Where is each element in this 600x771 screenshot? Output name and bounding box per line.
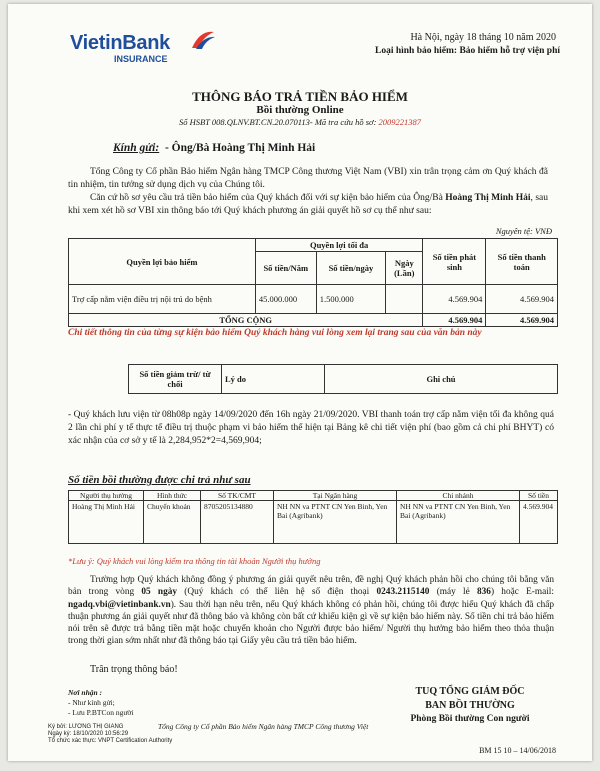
signatory-dept: BAN BỒI THƯỜNG xyxy=(425,700,515,711)
phone-extension: 836 xyxy=(477,587,491,598)
signed-by: Ký bởi: LƯƠNG THỊ GIANG xyxy=(48,724,124,730)
payout-table xyxy=(68,490,558,544)
bank-name: NH NN va PTNT CN Yen Binh, Yen Bai (Agribank) xyxy=(274,501,397,544)
document-date: Hà Nội, ngày 18 tháng 10 năm 2020 xyxy=(410,32,556,43)
reference-prefix: Số HSBT 008.QLNV.BT.CN.20.070113- Mã tra cứu hồ sơ: xyxy=(178,117,379,127)
detail-note: Chi tiết thông tin của từng sự kiện bảo hiểm Quý khách hàng vui lòng xem lại trang sau của văn bản này xyxy=(68,328,482,338)
logo-mark-icon xyxy=(190,28,216,50)
payout-amount: 4.569.904 xyxy=(520,501,558,544)
reference-line xyxy=(8,117,592,127)
col-note: Ghi chú xyxy=(325,365,558,394)
total-paid: 4.569.904 xyxy=(486,314,558,327)
recipient-line xyxy=(113,142,315,154)
col-paid: Số tiền thanh toán xyxy=(486,239,558,285)
logo-text: VietinBank xyxy=(70,32,170,54)
footer-company: Tổng Công ty Cổ phần Bảo hiểm Ngân hàng TMCP Công thương Việt xyxy=(158,722,369,731)
beneficiary-name: Hoàng Thị Minh Hải xyxy=(69,501,144,544)
recipient-item: - Lưu P.BTCon người xyxy=(68,708,134,717)
total-row xyxy=(69,314,558,327)
dispute-text-c: (máy lẻ xyxy=(429,587,477,598)
document-title: THÔNG BÁO TRẢ TIỀN BẢO HIỂM xyxy=(192,89,408,104)
response-days: 05 ngày xyxy=(141,587,178,598)
total-incurred: 4.569.904 xyxy=(423,314,486,327)
col-incurred: Số tiền phát sinh xyxy=(423,239,486,285)
basis-insured-name: Hoàng Thị Minh Hải xyxy=(445,193,531,203)
signatory-unit: Phòng Bồi thường Con người xyxy=(410,714,530,724)
contact-email[interactable]: ngadq.vbi@vietinbank.vn xyxy=(68,599,171,610)
logo-subtext: INSURANCE xyxy=(114,54,168,64)
benefit-days xyxy=(386,285,423,314)
col-reason: Lý do xyxy=(222,365,325,394)
signed-date: Ngày ký: 18/10/2020 10:56:29 xyxy=(48,731,129,737)
benefit-table xyxy=(68,238,558,327)
certificate-authority: Tổ chức xác thực: VNPT Certification Authority xyxy=(48,738,173,744)
contact-phone: 0243.2115140 xyxy=(376,587,430,598)
basis-text-a: Căn cứ hồ sơ yêu cầu trả tiền bảo hiểm của Quý khách đối với sự kiện bảo hiểm của Ông/Bà xyxy=(90,193,446,203)
col-amount: Số tiền xyxy=(520,491,558,501)
recipients-title: Nơi nhận : xyxy=(68,688,103,697)
signatory-title: TUQ TỔNG GIÁM ĐỐC xyxy=(415,686,525,697)
benefit-sum: 45.000.000 xyxy=(255,285,316,314)
currency-unit: Nguyên tệ: VNĐ xyxy=(495,226,552,236)
table-row xyxy=(69,501,558,544)
total-label: TỔNG CỘNG xyxy=(69,314,423,327)
vietinbank-logo xyxy=(70,32,200,74)
table-row xyxy=(69,285,558,314)
account-number: 8705205134880 xyxy=(201,501,274,544)
explanation-paragraph: - Quý khách lưu viện từ 08h08p ngày 14/09/2020 đến 16h ngày 21/09/2020. VBI thanh toán trợ cấp nằm viện tối đa không quá 2 lần chi phí y tế thực tế điều trị thuộc phạm vi bảo hiểm thể hiện tại Bảng kê chi tiết viện phí (bao gồm cả chi phí BHYT) có xác nhận của cơ sở y tế là 2,284,952*2=4,569,904; xyxy=(68,410,554,446)
col-benefit: Quyền lợi bảo hiểm xyxy=(69,239,256,285)
payment-method: Chuyển khoản xyxy=(144,501,201,544)
basis-paragraph xyxy=(68,192,548,218)
col-account: Số TK/CMT xyxy=(201,491,274,501)
col-branch: Chi nhánh xyxy=(397,491,520,501)
dispute-text-a: Trường hợp Quý khách không đồng ý phương án giải quyết nêu trên, đề nghị Quý khách phản hồi cho chúng tôi bằng văn bản trong vòng xyxy=(68,575,554,598)
basis-text-b: , sau khi xem xét hồ sơ VBI xin thông báo tới Quý khách phương án giải quyết hồ sơ cụ thể như sau: xyxy=(68,193,549,216)
col-days: Ngày (Lần) xyxy=(386,252,423,285)
closing-line: Trân trọng thông báo! xyxy=(90,664,178,675)
col-max-benefit: Quyền lợi tối đa xyxy=(255,239,423,252)
recipient-item: - Như kính gửi; xyxy=(68,698,115,707)
dispute-text-e: ). Sau thời hạn nêu trên, nếu Quý khách không có phản hồi, chúng tôi được hiểu Quý khách đã chấp thuận phương án giải quyết như đã thông báo và không còn bất cứ khiếu kiện gì về sự kiện bảo hiểm này. Số tiền chi trả bảo hiểm nói trên sẽ được trả bằng tiền mặt hoặc chuyển khoản cho Người được bảo hiểm/ Người thụ hưởng bảo hiểm theo thỏa thuận trong thời gian sớm nhất như đã thông báo tại Giấy yêu cầu trả tiền bảo hiểm. xyxy=(68,599,554,647)
benefit-name: Trợ cấp nằm viện điều trị nội trú do bệnh xyxy=(69,285,256,314)
recipient-label: Kính gửi: xyxy=(113,142,160,154)
col-bank: Tại Ngân hàng xyxy=(274,491,397,501)
intro-paragraph: Tổng Công ty Cổ phần Bảo hiểm Ngân hàng TMCP Công thương Việt Nam (VBI) xin trân trọng cảm ơn Quý khách đã tin nhiệm, tin tưởng sử dụng dịch vụ của Chúng tôi. xyxy=(68,167,548,190)
benefit-per-day: 1.500.000 xyxy=(316,285,385,314)
dispute-text-d: ) hoặc E-mail: xyxy=(490,587,554,598)
col-deducted-amount: Số tiền giảm trừ/ từ chối xyxy=(129,365,222,394)
payout-section-title: Số tiền bồi thường được chi trả như sau xyxy=(68,474,251,486)
insurance-type: Loại hình bảo hiểm: Bảo hiểm hỗ trợ viện phí xyxy=(375,46,560,56)
col-method: Hình thức xyxy=(144,491,201,501)
dispute-text-b: (Quý khách có thể liên hệ số điện thoại xyxy=(177,587,377,598)
deduction-table xyxy=(128,364,558,394)
branch-name: NH NN va PTNT CN Yen Binh, Yen Bai (Agribank) xyxy=(397,501,520,544)
benefit-incurred: 4.569.904 xyxy=(423,285,486,314)
lookup-code: 2009221387 xyxy=(378,117,422,127)
col-sum-per-year: Số tiền/Năm xyxy=(255,252,316,285)
benefit-paid: 4.569.904 xyxy=(486,285,558,314)
document-page xyxy=(8,4,592,761)
document-subtitle: Bồi thường Online xyxy=(256,104,344,116)
recipients-block xyxy=(68,688,133,718)
recipient-name: - Ông/Bà Hoàng Thị Minh Hải xyxy=(164,142,316,154)
col-beneficiary: Người thụ hưởng xyxy=(69,491,144,501)
account-check-note: *Lưu ý: Quý khách vui lòng kiểm tra thông tin tài khoản Người thụ hưởng xyxy=(68,556,321,566)
dispute-paragraph xyxy=(68,574,554,648)
form-number: BM 15 10 – 14/06/2018 xyxy=(479,746,556,755)
col-per-day: Số tiền/ngày xyxy=(316,252,385,285)
